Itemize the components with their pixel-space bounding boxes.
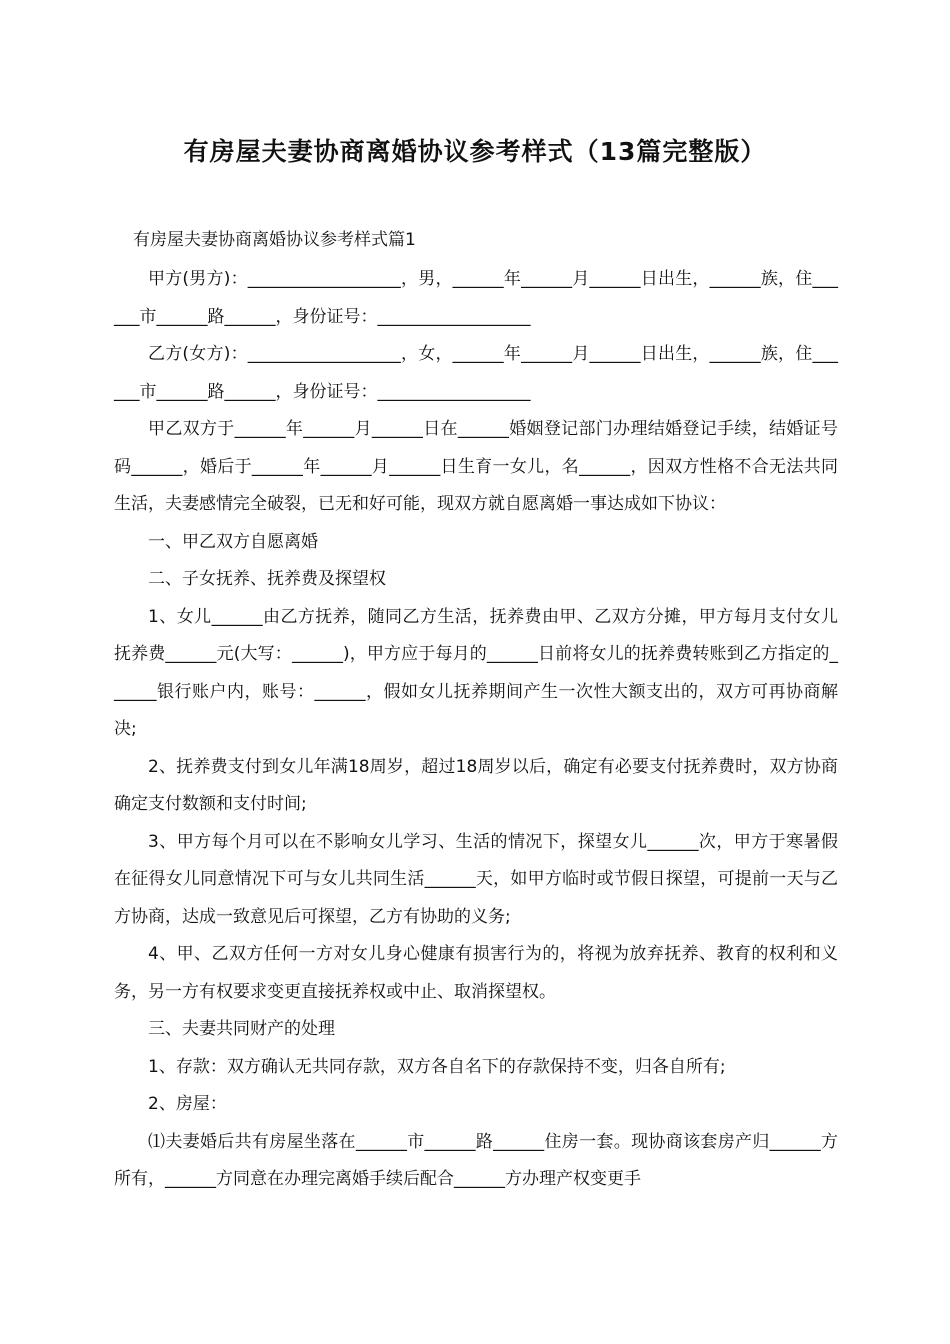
clause-3-item-1: 1、存款：双方确认无共同存款，双方各自名下的存款保持不变，归各自所有;: [148, 1056, 726, 1077]
clause-heading-3: 三、夫妻共同财产的处理: [148, 1019, 335, 1039]
clause-2-item-4: 4、甲、乙双方任何一方对女儿身心健康有损害行为的，将视为放弃抚养、教育的权利和义务，另一方有权要求变更直接抚养权或中止、取消探望权。: [114, 944, 838, 1002]
party-a-info: 甲方(男方)：__________________，男，______年______月______日出生，______族，住______市______路______，身份证号：__________________: [114, 269, 838, 327]
clause-heading-1: 一、甲乙双方自愿离婚: [148, 531, 318, 552]
clause-3-item-2-sub-1: ⑴夫妻婚后共有房屋坐落在______市______路______住房一套。现协商该套房产归______方所有，______方同意在办理完离婚手续后配合______方办理产权变更手: [114, 1131, 838, 1189]
document-body: [114, 261, 838, 1199]
clause-3-item-2: 2、房屋：: [148, 1094, 227, 1114]
marriage-info-paragraph: 甲乙双方于______年______月______日在______婚姻登记部门办理结婚登记手续，结婚证号码______，婚后于______年______月______日生育一女儿，名______，因双方性格不合无法共同生活，夫妻感情完全破裂，已无和好可能，现双方就自愿离婚一事达成如下协议：: [114, 419, 838, 514]
document-title: 有房屋夫妻协商离婚协议参考样式（13篇完整版）: [183, 137, 767, 166]
clause-2-item-1: 1、女儿______由乙方抚养，随同乙方生活，抚养费由甲、乙双方分摊，甲方每月支付女儿抚养费______元(大写：______)，甲方应于每月的______日前将女儿的抚养费转账到乙方指定的______银行账户内，账号：______，假如女儿抚养期间产生一次性大额支出的，双方可再协商解决;: [114, 606, 838, 739]
clause-2-item-3: 3、甲方每个月可以在不影响女儿学习、生活的情况下，探望女儿______次，甲方于寒暑假在征得女儿同意情况下可与女儿共同生活______天，如甲方临时或节假日探望，可提前一天与乙方协商，达成一致意见后可探望，乙方有协助的义务;: [114, 831, 838, 927]
section-heading: 有房屋夫妻协商离婚协议参考样式篇1: [133, 230, 416, 250]
clause-heading-2: 二、子女抚养、抚养费及探望权: [148, 569, 386, 589]
party-b-info: 乙方(女方)：__________________，女，______年______月______日出生，______族，住______市______路______，身份证号：__________________: [114, 344, 838, 402]
clause-2-item-2: 2、抚养费支付到女儿年满18周岁，超过18周岁以后，确定有必要支付抚养费时，双方协商确定支付数额和支付时间;: [114, 756, 838, 814]
